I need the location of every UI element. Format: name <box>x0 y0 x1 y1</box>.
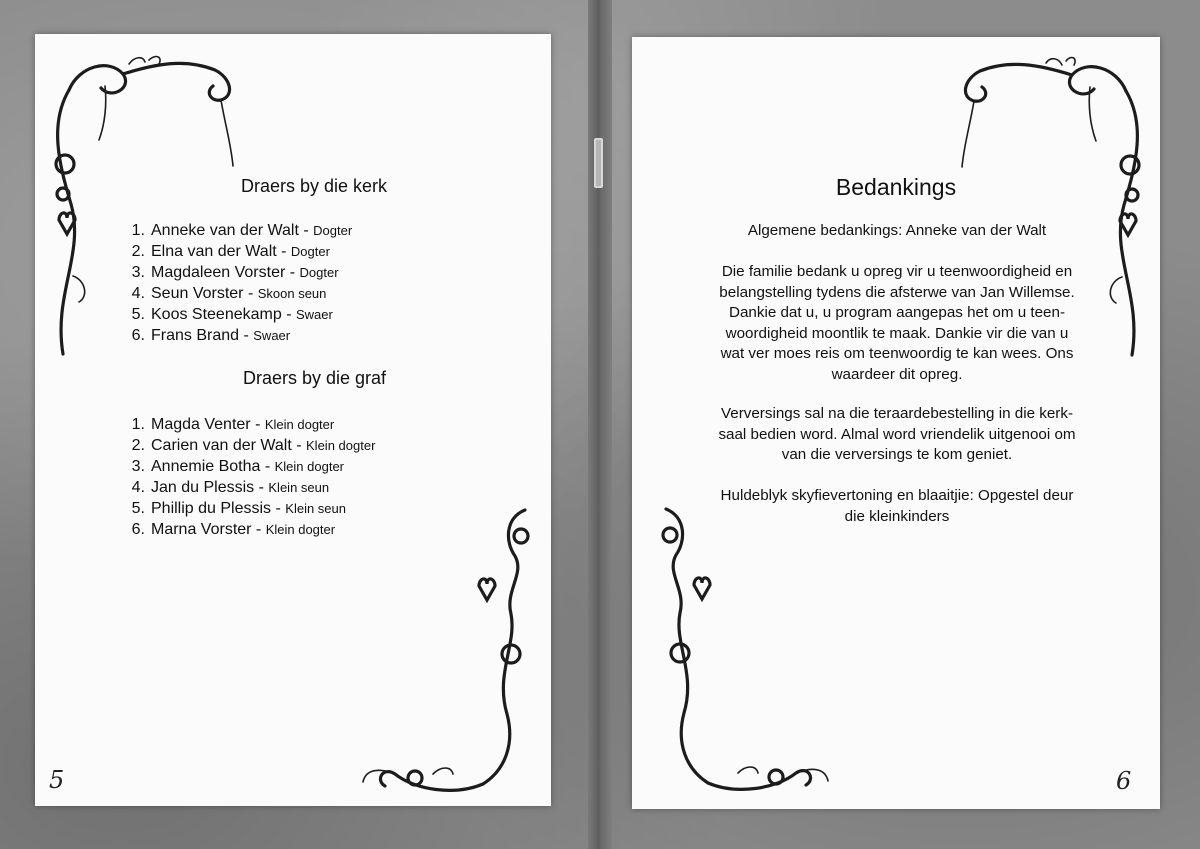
list-item: 2. Elna van der Walt - Dogter <box>131 243 330 260</box>
list-item: 1. Magda Venter - Klein dogter <box>131 416 335 433</box>
page-title: Bedankings <box>835 174 957 200</box>
list-item: 1. Anneke van der Walt - Dogter <box>131 222 353 239</box>
general-thanks-line: Algemene bedankings: Anneke van der Walt <box>747 222 1047 239</box>
staple-top <box>594 138 603 188</box>
left-page <box>35 34 551 806</box>
list-item: 5. Phillip du Plessis - Klein seun <box>131 500 346 517</box>
church-bearers-list <box>121 220 352 346</box>
corner-ornament-bottom-left <box>646 503 836 795</box>
right-page <box>632 37 1160 809</box>
list-item: 3. Magdaleen Vorster - Dogter <box>131 264 339 281</box>
list-item: 5. Koos Steenekamp - Swaer <box>131 306 333 323</box>
church-bearers-heading: Draers by die kerk <box>241 176 388 196</box>
page-number: 6 <box>1116 767 1132 795</box>
refreshments-paragraph: Verversings sal na die teraardebestelling in die kerk- saal bedien word. Almal word vriendelik uitgenooi om van die verversings te kom geniet. <box>718 405 1076 463</box>
list-item: 2. Carien van der Walt - Klein dogter <box>131 437 376 454</box>
family-thanks-paragraph: Die familie bedank u opreg vir u teenwoordigheid en belangstelling tydens die afsterwe van Jan Willemse. Dankie dat u, u program aangepas het om u teen- woordigheid moontlik te maak. Dankie vir die van u wat ver moes reis om teenwoordig te kan wees. Ons waardeer dit opreg. <box>719 263 1075 383</box>
corner-ornament-bottom-right <box>355 504 545 796</box>
tribute-paragraph: Huldeblyk skyfievertoning en blaaitjie: Opgestel deur die kleinkinders <box>720 487 1074 525</box>
book-spine <box>588 0 612 849</box>
list-item: 6. Marna Vorster - Klein dogter <box>131 521 336 538</box>
grave-bearers-list <box>121 414 375 540</box>
list-item: 4. Jan du Plessis - Klein seun <box>131 479 330 496</box>
list-item: 3. Annemie Botha - Klein dogter <box>131 458 345 475</box>
page-number: 5 <box>49 766 65 794</box>
grave-bearers-heading: Draers by die graf <box>243 368 387 388</box>
list-item: 6. Frans Brand - Swaer <box>131 327 291 344</box>
list-item: 4. Seun Vorster - Skoon seun <box>131 285 327 302</box>
